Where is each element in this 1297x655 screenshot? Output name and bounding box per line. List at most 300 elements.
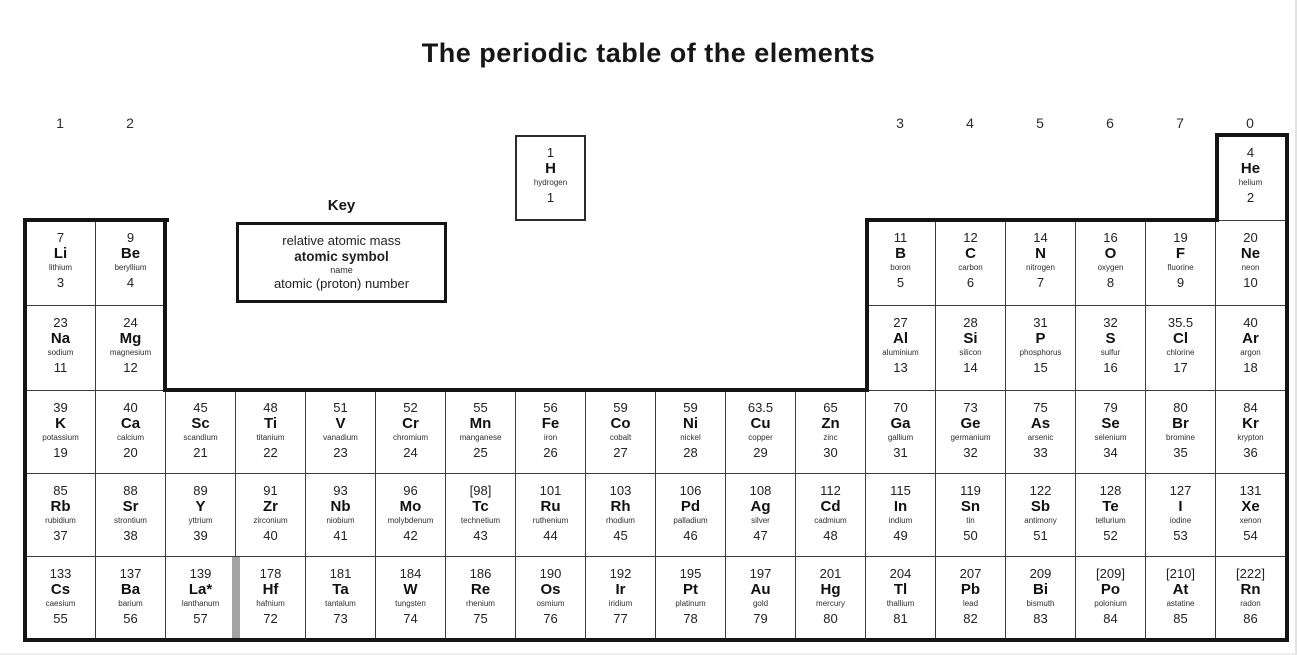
border-transition-top bbox=[163, 388, 869, 392]
element-symbol: Nb bbox=[330, 498, 351, 515]
element-symbol: Ir bbox=[615, 581, 626, 598]
element-symbol: Ti bbox=[263, 415, 278, 432]
element-name: gold bbox=[752, 599, 769, 608]
element-number: 12 bbox=[123, 360, 138, 375]
element-number: 47 bbox=[753, 528, 768, 543]
element-symbol: Cs bbox=[50, 581, 71, 598]
element-symbol: Mg bbox=[119, 330, 142, 347]
element-number: 10 bbox=[1243, 275, 1258, 290]
element-sb bbox=[1005, 473, 1076, 557]
element-mass: 52 bbox=[403, 400, 418, 415]
element-name: niobium bbox=[326, 516, 355, 525]
element-symbol: Sb bbox=[1030, 498, 1051, 515]
group-label-5: 5 bbox=[1036, 115, 1044, 131]
element-mass: 35.5 bbox=[1167, 315, 1194, 330]
element-ru bbox=[515, 473, 586, 557]
element-symbol: Pt bbox=[683, 581, 698, 598]
element-name: lead bbox=[962, 599, 979, 608]
element-number: 4 bbox=[126, 275, 135, 290]
element-name: caesium bbox=[45, 599, 76, 608]
element-mass: 122 bbox=[1029, 483, 1052, 498]
element-mass: 84 bbox=[1243, 400, 1258, 415]
group-label-7: 7 bbox=[1176, 115, 1184, 131]
element-mass: 88 bbox=[123, 483, 138, 498]
element-number: 79 bbox=[753, 611, 768, 626]
element-mass: 181 bbox=[329, 566, 352, 581]
element-bi bbox=[1005, 556, 1076, 641]
element-number: 40 bbox=[263, 528, 278, 543]
element-br bbox=[1145, 390, 1216, 474]
element-ta bbox=[305, 556, 376, 641]
element-symbol: Ca bbox=[120, 415, 141, 432]
element-number: 18 bbox=[1243, 360, 1258, 375]
element-mass: 70 bbox=[893, 400, 908, 415]
element-s bbox=[1075, 305, 1146, 391]
element-symbol: Y bbox=[195, 498, 206, 515]
element-symbol: Cl bbox=[1173, 330, 1188, 347]
element-mass: [209] bbox=[1096, 566, 1125, 581]
element-nb bbox=[305, 473, 376, 557]
element-number: 13 bbox=[893, 360, 908, 375]
element-symbol: H bbox=[545, 160, 556, 177]
element-name: copper bbox=[748, 433, 773, 442]
element-symbol: Hf bbox=[262, 581, 279, 598]
element-mass: 79 bbox=[1103, 400, 1118, 415]
border-group3-left bbox=[865, 218, 869, 392]
element-symbol: Os bbox=[540, 581, 561, 598]
element-cr bbox=[375, 390, 446, 474]
element-symbol: As bbox=[1030, 415, 1051, 432]
element-xe bbox=[1215, 473, 1286, 557]
element-k bbox=[25, 390, 96, 474]
element-sr bbox=[95, 473, 166, 557]
key-atomic-proton-number: atomic (proton) number bbox=[273, 276, 410, 291]
element-number: 74 bbox=[403, 611, 418, 626]
element-number: 20 bbox=[123, 445, 138, 460]
element-cs bbox=[25, 556, 96, 641]
element-number: 11 bbox=[53, 360, 68, 375]
element-mass: [222] bbox=[1236, 566, 1265, 581]
element-name: barium bbox=[118, 599, 143, 608]
element-zn bbox=[795, 390, 866, 474]
element-symbol: Re bbox=[470, 581, 491, 598]
element-symbol: Xe bbox=[1241, 498, 1260, 515]
element-symbol: Zr bbox=[263, 498, 278, 515]
element-number: 9 bbox=[1176, 275, 1185, 290]
element-mo bbox=[375, 473, 446, 557]
element-number: 5 bbox=[896, 275, 905, 290]
element-number: 33 bbox=[1033, 445, 1048, 460]
element-mass: [98] bbox=[469, 483, 492, 498]
element-re bbox=[445, 556, 516, 641]
element-name: rhenium bbox=[466, 599, 495, 608]
element-symbol: Ba bbox=[120, 581, 141, 598]
element-symbol: Rb bbox=[50, 498, 71, 515]
element-name: silicon bbox=[959, 348, 982, 357]
element-number: 81 bbox=[893, 611, 908, 626]
element-mass: 45 bbox=[193, 400, 208, 415]
element-symbol: Si bbox=[963, 330, 978, 347]
element-h bbox=[515, 135, 586, 221]
element-i bbox=[1145, 473, 1216, 557]
element-number: 52 bbox=[1103, 528, 1118, 543]
element-w bbox=[375, 556, 446, 641]
element-symbol: At bbox=[1172, 581, 1189, 598]
element-symbol: Se bbox=[1101, 415, 1120, 432]
element-name: chromium bbox=[392, 433, 429, 442]
element-number: 39 bbox=[193, 528, 208, 543]
element-mass: 190 bbox=[539, 566, 562, 581]
element-symbol: Co bbox=[610, 415, 631, 432]
element-symbol: Mo bbox=[399, 498, 422, 515]
element-symbol: Al bbox=[893, 330, 908, 347]
element-name: polonium bbox=[1094, 599, 1127, 608]
element-mass: 65 bbox=[823, 400, 838, 415]
element-sn bbox=[935, 473, 1006, 557]
element-mass: 28 bbox=[963, 315, 978, 330]
element-number: 86 bbox=[1243, 611, 1258, 626]
group-label-3: 3 bbox=[896, 115, 904, 131]
element-symbol: Ru bbox=[540, 498, 561, 515]
element-number: 76 bbox=[543, 611, 558, 626]
element-number: 80 bbox=[823, 611, 838, 626]
element-mass: 73 bbox=[963, 400, 978, 415]
element-number: 44 bbox=[543, 528, 558, 543]
element-na bbox=[25, 305, 96, 391]
element-name: antimony bbox=[1024, 516, 1057, 525]
element-number: 54 bbox=[1243, 528, 1258, 543]
element-symbol: Li bbox=[53, 245, 68, 262]
element-symbol: Ni bbox=[683, 415, 698, 432]
element-number: 14 bbox=[963, 360, 978, 375]
element-mass: 19 bbox=[1173, 230, 1188, 245]
element-symbol: Te bbox=[1102, 498, 1119, 515]
element-number: 46 bbox=[683, 528, 698, 543]
group-label-4: 4 bbox=[966, 115, 974, 131]
border-helium-top bbox=[1215, 133, 1289, 137]
lanthanide-gap-divider bbox=[232, 557, 240, 638]
element-mass: 186 bbox=[469, 566, 492, 581]
element-po bbox=[1075, 556, 1146, 641]
element-symbol: Ta bbox=[332, 581, 349, 598]
element-number: 85 bbox=[1173, 611, 1188, 626]
element-number: 23 bbox=[333, 445, 348, 460]
element-name: lithium bbox=[48, 263, 73, 272]
element-symbol: F bbox=[1175, 245, 1186, 262]
element-symbol: Rn bbox=[1240, 581, 1261, 598]
element-ar bbox=[1215, 305, 1286, 391]
element-symbol: He bbox=[1240, 160, 1261, 177]
element-symbol: Tc bbox=[472, 498, 489, 515]
element-number: 51 bbox=[1033, 528, 1048, 543]
element-ca bbox=[95, 390, 166, 474]
element-symbol: Zn bbox=[821, 415, 840, 432]
element-number: 41 bbox=[333, 528, 348, 543]
element-symbol: Hg bbox=[820, 581, 841, 598]
element-number: 37 bbox=[53, 528, 68, 543]
element-al bbox=[865, 305, 936, 391]
border-right-block-top bbox=[865, 218, 1219, 222]
element-o bbox=[1075, 220, 1146, 306]
element-symbol: Cd bbox=[820, 498, 841, 515]
element-number: 30 bbox=[823, 445, 838, 460]
element-name: calcium bbox=[116, 433, 145, 442]
element-name: zinc bbox=[823, 433, 838, 442]
element-number: 6 bbox=[966, 275, 975, 290]
element-number: 83 bbox=[1033, 611, 1048, 626]
element-name: fluorine bbox=[1167, 263, 1194, 272]
element-symbol: V bbox=[335, 415, 346, 432]
element-tl bbox=[865, 556, 936, 641]
element-name: scandium bbox=[183, 433, 218, 442]
element-mass: 139 bbox=[189, 566, 212, 581]
element-rh bbox=[585, 473, 656, 557]
element-symbol: O bbox=[1104, 245, 1117, 262]
element-rn bbox=[1215, 556, 1286, 641]
element-ag bbox=[725, 473, 796, 557]
element-number: 32 bbox=[963, 445, 978, 460]
element-mass: 204 bbox=[889, 566, 912, 581]
element-name: tantalum bbox=[325, 599, 356, 608]
element-mn bbox=[445, 390, 516, 474]
element-mass: 93 bbox=[333, 483, 348, 498]
element-mass: 75 bbox=[1033, 400, 1048, 415]
element-number: 38 bbox=[123, 528, 138, 543]
element-name: aluminium bbox=[882, 348, 919, 357]
element-mass: 106 bbox=[679, 483, 702, 498]
element-mass: 32 bbox=[1103, 315, 1118, 330]
element-symbol: Ge bbox=[960, 415, 981, 432]
element-symbol: Ga bbox=[890, 415, 911, 432]
element-number: 26 bbox=[543, 445, 558, 460]
element-name: indium bbox=[888, 516, 913, 525]
group-label-1: 1 bbox=[56, 115, 64, 131]
element-mass: 89 bbox=[193, 483, 208, 498]
element-number: 8 bbox=[1106, 275, 1115, 290]
element-mass: 1 bbox=[546, 145, 555, 160]
element-mass: 96 bbox=[403, 483, 418, 498]
element-mass: 40 bbox=[1243, 315, 1258, 330]
element-mass: 59 bbox=[613, 400, 628, 415]
element-name: iron bbox=[543, 433, 558, 442]
element-symbol: C bbox=[965, 245, 976, 262]
element-name: potassium bbox=[42, 433, 79, 442]
element-name: beryllium bbox=[114, 263, 147, 272]
element-name: astatine bbox=[1166, 599, 1195, 608]
element-name: selenium bbox=[1094, 433, 1127, 442]
element-symbol: K bbox=[55, 415, 66, 432]
element-number: 75 bbox=[473, 611, 488, 626]
element-number: 34 bbox=[1103, 445, 1118, 460]
element-number: 27 bbox=[613, 445, 628, 460]
element-symbol: Pb bbox=[960, 581, 981, 598]
element-ba bbox=[95, 556, 166, 641]
element-number: 49 bbox=[893, 528, 908, 543]
element-v bbox=[305, 390, 376, 474]
element-number: 82 bbox=[963, 611, 978, 626]
element-co bbox=[585, 390, 656, 474]
element-number: 1 bbox=[546, 190, 555, 205]
element-mass: 108 bbox=[749, 483, 772, 498]
element-as bbox=[1005, 390, 1076, 474]
element-name: thallium bbox=[886, 599, 915, 608]
element-ne bbox=[1215, 220, 1286, 306]
element-name: tellurium bbox=[1095, 516, 1126, 525]
element-name: sodium bbox=[47, 348, 74, 357]
element-symbol: N bbox=[1035, 245, 1046, 262]
element-name: phosphorus bbox=[1019, 348, 1062, 357]
element-name: arsenic bbox=[1027, 433, 1054, 442]
element-ni bbox=[655, 390, 726, 474]
element-mass: 137 bbox=[119, 566, 142, 581]
group-label-6: 6 bbox=[1106, 115, 1114, 131]
element-symbol: Fe bbox=[541, 415, 560, 432]
element-number: 21 bbox=[193, 445, 208, 460]
element-mass: 195 bbox=[679, 566, 702, 581]
element-mass: 51 bbox=[333, 400, 348, 415]
element-mass: 201 bbox=[819, 566, 842, 581]
element-mass: 101 bbox=[539, 483, 562, 498]
element-name: mercury bbox=[816, 599, 845, 608]
element-mass: 7 bbox=[56, 230, 65, 245]
element-mass: 112 bbox=[820, 483, 841, 498]
element-name: rubidium bbox=[45, 516, 76, 525]
element-name: hafnium bbox=[256, 599, 285, 608]
element-symbol: La* bbox=[188, 581, 213, 598]
element-name: tin bbox=[966, 516, 975, 525]
element-name: titanium bbox=[256, 433, 285, 442]
element-mass: 56 bbox=[543, 400, 558, 415]
element-name: yttrium bbox=[188, 516, 213, 525]
element-y bbox=[165, 473, 236, 557]
element-ga bbox=[865, 390, 936, 474]
border-right-edge bbox=[1285, 133, 1289, 642]
element-au bbox=[725, 556, 796, 641]
element-mass: 128 bbox=[1099, 483, 1122, 498]
element-li bbox=[25, 220, 96, 306]
key-atomic-symbol: atomic symbol bbox=[294, 249, 389, 264]
element-number: 25 bbox=[473, 445, 488, 460]
element-name: nitrogen bbox=[1026, 263, 1055, 272]
element-mass: 115 bbox=[890, 483, 911, 498]
element-number: 24 bbox=[403, 445, 418, 460]
element-number: 72 bbox=[263, 611, 278, 626]
key-name: name bbox=[330, 265, 353, 275]
element-name: neon bbox=[1241, 263, 1260, 272]
element-mass: 40 bbox=[123, 400, 138, 415]
element-mass: 103 bbox=[609, 483, 632, 498]
element-symbol: Rh bbox=[610, 498, 631, 515]
element-in bbox=[865, 473, 936, 557]
element-ir bbox=[585, 556, 656, 641]
element-se bbox=[1075, 390, 1146, 474]
element-mass: 131 bbox=[1239, 483, 1262, 498]
element-mass: 9 bbox=[126, 230, 135, 245]
element-os bbox=[515, 556, 586, 641]
element-number: 77 bbox=[613, 611, 628, 626]
element-name: boron bbox=[890, 263, 911, 272]
element-mass: 209 bbox=[1029, 566, 1052, 581]
element-symbol: I bbox=[1178, 498, 1183, 515]
element-number: 31 bbox=[893, 445, 908, 460]
element-name: zirconium bbox=[253, 516, 288, 525]
element-rb bbox=[25, 473, 96, 557]
element-symbol: B bbox=[895, 245, 906, 262]
element-be bbox=[95, 220, 166, 306]
element-mass: 119 bbox=[960, 483, 981, 498]
element-cd bbox=[795, 473, 866, 557]
element-n bbox=[1005, 220, 1076, 306]
element-symbol: Mn bbox=[469, 415, 492, 432]
element-hf bbox=[235, 556, 306, 641]
border-bottom-edge bbox=[23, 638, 1289, 642]
element-number: 57 bbox=[193, 611, 208, 626]
element-name: technetium bbox=[460, 516, 501, 525]
element-symbol: Sc bbox=[191, 415, 210, 432]
element-number: 35 bbox=[1173, 445, 1188, 460]
element-fe bbox=[515, 390, 586, 474]
element-number: 84 bbox=[1103, 611, 1118, 626]
element-name: palladium bbox=[673, 516, 708, 525]
element-he bbox=[1215, 135, 1286, 221]
element-name: oxygen bbox=[1097, 263, 1124, 272]
element-symbol: Sn bbox=[960, 498, 981, 515]
element-name: carbon bbox=[958, 263, 983, 272]
element-number: 78 bbox=[683, 611, 698, 626]
element-number: 7 bbox=[1036, 275, 1045, 290]
element-number: 16 bbox=[1103, 360, 1118, 375]
element-name: iridium bbox=[608, 599, 633, 608]
element-name: germanium bbox=[950, 433, 991, 442]
element-mass: 14 bbox=[1033, 230, 1048, 245]
element-pt bbox=[655, 556, 726, 641]
element-cl bbox=[1145, 305, 1216, 391]
element-name: sulfur bbox=[1100, 348, 1121, 357]
element-mass: 4 bbox=[1246, 145, 1255, 160]
element-symbol: W bbox=[403, 581, 418, 598]
element-mass: 23 bbox=[53, 315, 68, 330]
element-kr bbox=[1215, 390, 1286, 474]
element-mass: 63.5 bbox=[747, 400, 774, 415]
element-mass: 12 bbox=[963, 230, 978, 245]
element-tc bbox=[445, 473, 516, 557]
element-mass: 39 bbox=[53, 400, 68, 415]
element-name: rhodium bbox=[606, 516, 635, 525]
element-zr bbox=[235, 473, 306, 557]
element-mass: 27 bbox=[893, 315, 908, 330]
element-cu bbox=[725, 390, 796, 474]
element-symbol: Be bbox=[120, 245, 141, 262]
element-symbol: Ag bbox=[750, 498, 771, 515]
element-mass: 20 bbox=[1243, 230, 1258, 245]
element-name: magnesium bbox=[109, 348, 152, 357]
key-box bbox=[236, 222, 447, 303]
element-number: 22 bbox=[263, 445, 278, 460]
group-label-0: 0 bbox=[1246, 115, 1254, 131]
element-sc bbox=[165, 390, 236, 474]
element-name: strontium bbox=[114, 516, 147, 525]
element-mass: 31 bbox=[1033, 315, 1048, 330]
element-mass: 16 bbox=[1103, 230, 1118, 245]
element-mass: 11 bbox=[893, 230, 908, 245]
element-mass: 127 bbox=[1169, 483, 1192, 498]
element-number: 17 bbox=[1173, 360, 1188, 375]
element-pd bbox=[655, 473, 726, 557]
element-number: 2 bbox=[1246, 190, 1255, 205]
element-ti bbox=[235, 390, 306, 474]
element-name: cobalt bbox=[609, 433, 632, 442]
element-symbol: Ne bbox=[1240, 245, 1261, 262]
